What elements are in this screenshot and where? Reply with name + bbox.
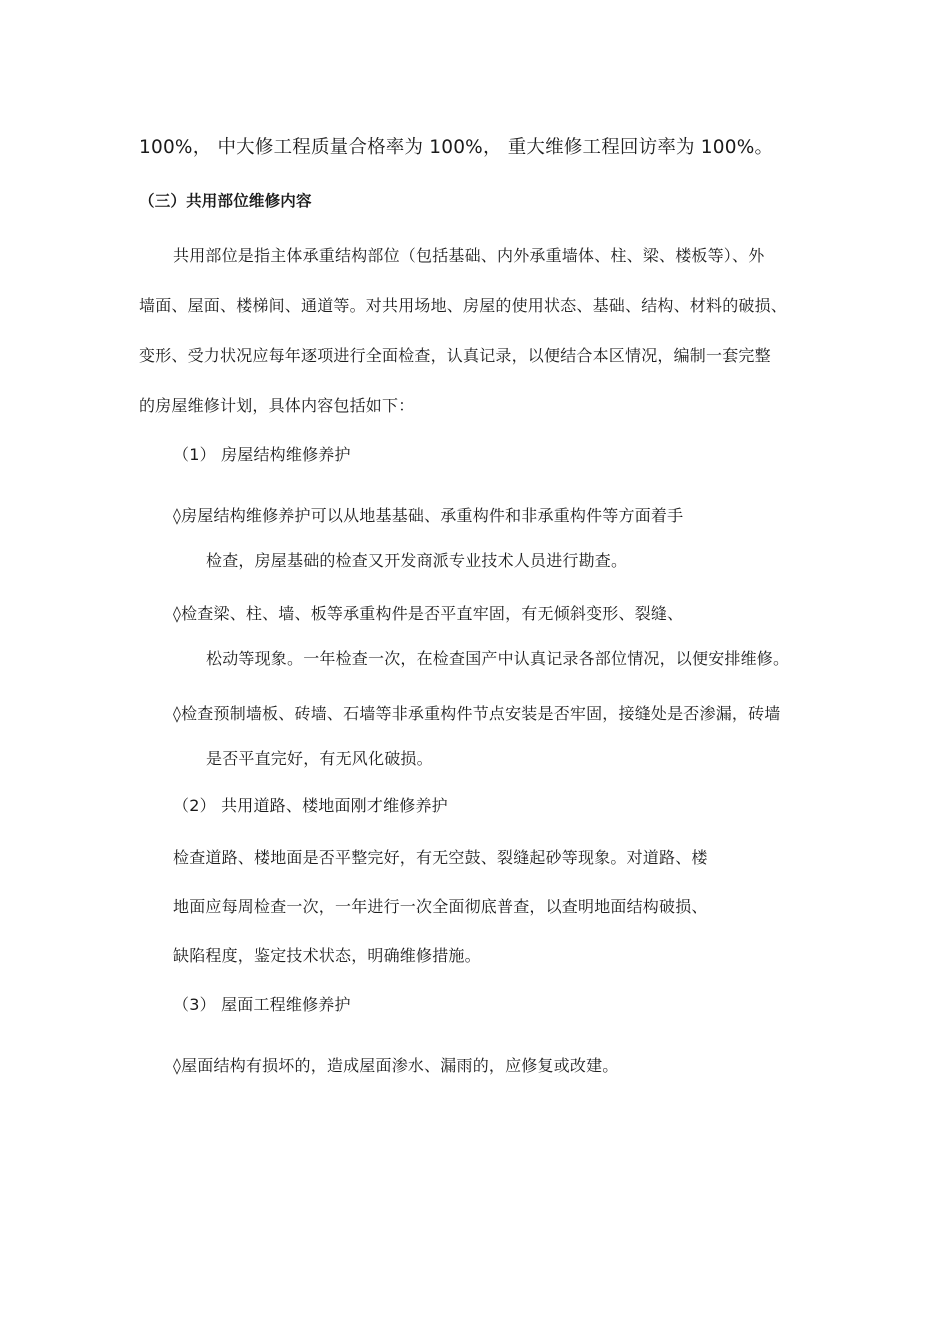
paragraph-line: 共用部位是指主体承重结构部位（包括基础、内外承重墙体、柱、梁、楼板等）、外 [173,246,765,265]
paragraph-line: 的房屋维修计划，具体内容包括如下： [139,396,415,415]
subsection-heading-1: （1） 房屋结构维修养护 [173,445,351,464]
subsection-heading-3: （3） 屋面工程维修养护 [173,995,351,1014]
paragraph-line: 缺陷程度，鉴定技术状态，明确维修措施。 [173,946,481,965]
list-item-first-line: ◊房屋结构维修养护可以从地基基础、承重构件和非承重构件等方面着手 [173,506,684,525]
list-item-first-line: ◊检查梁、柱、墙、板等承重构件是否平直牢固，有无倾斜变形、裂缝、 [173,604,684,623]
subsection-heading-2: （2） 共用道路、楼地面刚才维修养护 [173,796,448,815]
section-heading: （三）共用部位维修内容 [139,192,312,210]
paragraph-line: 检查道路、楼地面是否平整完好，有无空鼓、裂缝起砂等现象。对道路、楼 [173,848,708,867]
paragraph-line: 变形、受力状况应每年逐项进行全面检查，认真记录，以便结合本区情况，编制一套完整 [139,346,771,365]
paragraph-line: 地面应每周检查一次，一年进行一次全面彻底普查，以查明地面结构破损、 [173,897,708,916]
list-item-second-line: 松动等现象。一年检查一次，在检查国产中认真记录各部位情况，以便安排维修。 [206,649,790,668]
list-item-second-line: 检查，房屋基础的检查又开发商派专业技术人员进行勘查。 [206,551,628,570]
list-item-first-line: ◊屋面结构有损坏的，造成屋面渗水、漏雨的，应修复或改建。 [173,1056,619,1075]
intro-line: 100%， 中大修工程质量合格率为 100%， 重大维修工程回访率为 100%。 [139,137,774,158]
list-item-first-line: ◊检查预制墙板、砖墙、石墙等非承重构件节点安装是否牢固，接缝处是否渗漏，砖墙 [173,704,781,723]
paragraph-line: 墙面、屋面、楼梯间、通道等。对共用场地、房屋的使用状态、基础、结构、材料的破损、 [139,296,788,315]
list-item-second-line: 是否平直完好，有无风化破损。 [206,749,433,768]
